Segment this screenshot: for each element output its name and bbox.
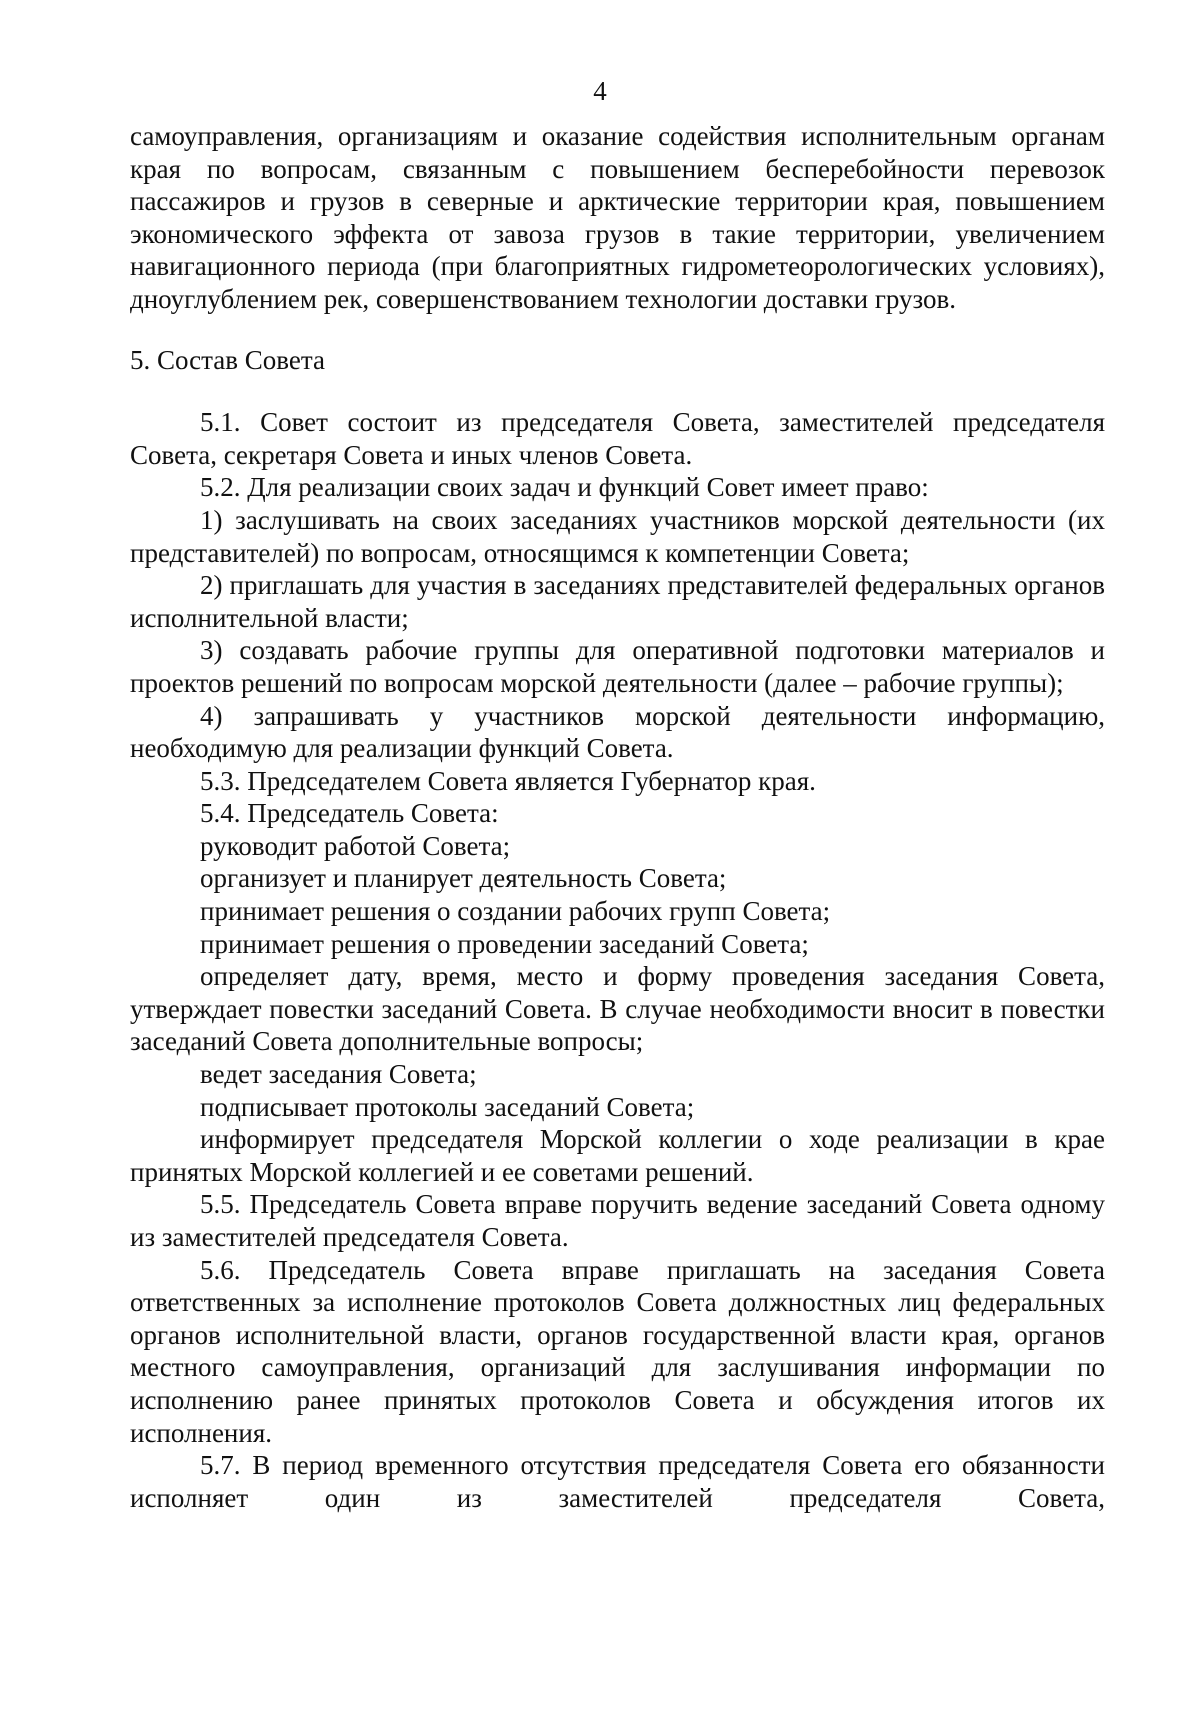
paragraph-5-1: 5.1. Совет состоит из председателя Совета, заместителей председателя Совета, секретаря Совета и иных членов Совета. — [130, 407, 1105, 470]
paragraph-5-6: 5.6. Председатель Совета вправе приглашать на заседания Совета ответственных за исполнение протоколов Совета должностных лиц федеральных органов исполнительной власти, органов государственной власти края, органов местного самоуправления, организаций для заслушивания информации по исполнению ранее принятых протоколов Совета и обсуждения итогов их исполнения. — [130, 1254, 1105, 1448]
paragraph-5-7: 5.7. В период временного отсутствия председателя Совета его обязанности исполняет один из заместителей председателя Совета, — [130, 1450, 1105, 1513]
duty-item: принимает решения о создании рабочих групп Совета; — [200, 896, 831, 927]
list-item-1: 1) заслушивать на своих заседаниях участников морской деятельности (их представителей) по вопросам, относящимся к компетенции Совета; — [130, 504, 1105, 568]
list-item-4: 4) запрашивать у участников морской деятельности информацию, необходимую для реализации функций Совета. — [130, 700, 1105, 764]
paragraph-5-2: 5.2. Для реализации своих задач и функций Совет имеет право: — [200, 472, 929, 503]
paragraph-5-5: 5.5. Председатель Совета вправе поручить ведение заседаний Совета одному из заместителей председателя Совета. — [130, 1189, 1105, 1252]
page-number: 4 — [593, 76, 607, 106]
duty-item: принимает решения о проведении заседаний Совета; — [200, 928, 809, 959]
document-body — [130, 120, 1105, 1514]
duty-item: информирует председателя Морской коллегии о ходе реализации в крае принятых Морской коллегией и ее советами решений. — [130, 1124, 1105, 1187]
paragraph-5-3: 5.3. Председателем Совета является Губернатор края. — [200, 765, 816, 796]
list-item-3: 3) создавать рабочие группы для оперативной подготовки материалов и проектов решений по вопросам морской деятельности (далее – рабочие группы); — [130, 635, 1105, 698]
section-heading: 5. Состав Совета — [130, 344, 325, 375]
duty-item: определяет дату, время, место и форму проведения заседания Совета, утверждает повестки заседаний Совета. В случае необходимости вносит в повестки заседаний Совета дополнительные вопросы; — [130, 961, 1105, 1057]
paragraph-5-4: 5.4. Председатель Совета: — [200, 798, 499, 829]
list-item-2: 2) приглашать для участия в заседаниях представителей федеральных органов исполнительной власти; — [130, 570, 1105, 633]
duty-item: организует и планирует деятельность Совета; — [200, 863, 727, 894]
intro-paragraph: самоуправления, организациям и оказание содействия исполнительным органам края по вопросам, связанным с повышением бесперебойности перевозок пассажиров и грузов в северные и арктические территории края, повышением экономического эффекта от завоза грузов в такие территории, увеличением навигационного периода (при благоприятных гидрометеорологических условиях), дноуглублением рек, совершенствованием технологии доставки грузов. — [130, 121, 1105, 314]
duty-item: ведет заседания Совета; — [200, 1059, 477, 1090]
duty-item: подписывает протоколы заседаний Совета; — [200, 1091, 695, 1122]
duty-item: руководит работой Совета; — [200, 830, 511, 861]
